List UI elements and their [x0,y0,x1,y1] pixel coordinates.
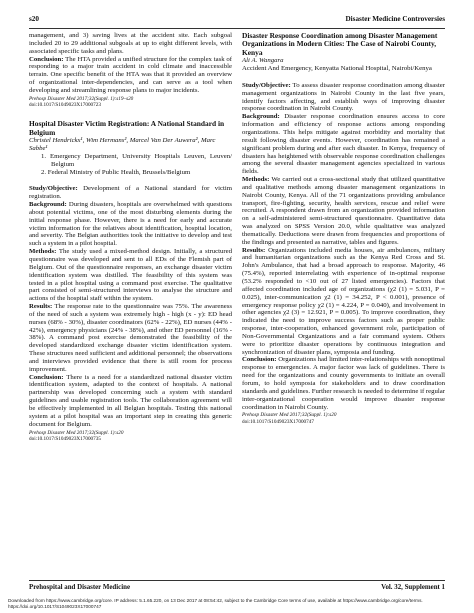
footer-volume: Vol. 32, Supplement 1 [381,584,445,591]
background-paragraph [242,113,445,176]
conclusion-label: Conclusion: [29,55,64,63]
download-notice[interactable]: Downloaded from https://www.cambridge.org/core. IP address: 5.1.65.220, on 13 Dec 2017 at 08:54:42, subject to the Cambridge Core terms of use, available at https://www.cambridge.org/core/terms. https://doi.org/10.1017/S1049023X17000747 [8,598,423,609]
objective-paragraph [242,82,445,113]
objective-label: Study/Objective: [242,81,291,89]
conclusion-label: Conclusion: [29,373,64,381]
results-label: Results: [242,246,266,254]
citation: Prehosp Disaster Med 2017;32(Suppl. 1):s19–s20 [29,95,134,102]
article-title: Hospital Disaster Victim Registration: A National Standard in Belgium [29,119,225,137]
right-column [242,32,445,425]
header-divider [29,28,445,29]
objective-paragraph [29,185,232,201]
article-title: Disaster Response Coordination among Disaster Management Organizations in Modern Cities: The Case of Nairobi County, Kenya [242,31,438,57]
page-number: s20 [29,15,39,23]
objective-text: Development of a National standard for victim registration. [29,185,232,201]
conclusion-label: Conclusion: [242,356,277,364]
page-footer [29,584,445,594]
methods-paragraph [29,248,232,303]
results-label: Results: [29,303,53,311]
article-authors: Christel Hendrickx¹, Wim Hermans², Marcel Van Der Auwera², Marc Sabbe¹ [29,137,216,152]
results-paragraph [242,247,445,357]
footer-divider [29,580,445,581]
background-text: Disaster response coordination ensures access to core information and efficiency of response actions among responding organizations. This helps mitigate against morbidity and mortality that result following disaster events. However, coordination has remained a significant problem during and after each disaster. In Kenya, frequency of disasters has heightened with observable response coordination challenges among the several disaster management agencies specialized in various fields. [242,113,445,176]
conclusion-paragraph [29,56,232,95]
objective-label: Study/Objective: [29,185,78,193]
conclusion-text: Organizations had limited inter-relationships with nonoptimal response to emergencies. A major factor was lack of guidelines. There is need for the organizations and county governments to initiate an overall forum, to hold symposia for stakeholders and to draw coordination standards and guidelines. Further research is needed to determine if regular inter-organizational cooperation would improve disaster response coordination in Nairobi County. [242,356,445,411]
citation: Prehosp Disaster Med 2017;32(Suppl. 1):s20 [29,429,124,436]
methods-text: The study used a mixed-method design. Initially, a structured questionnaire was developed and sent to all EDs of the Flemish part of Belgium. Out of the questionnaire responses, an exchange disaster victim identification system was distilled. The feasibility of this system was tested in a pilot hospital using a command post exercise. The qualitative part consisted of semi-structured interviews to analyse the structure and actions of the hospital staff within the system. [29,248,232,303]
conclusion-text: There is a need for a standardized national disaster victim identification system, adapted to the context of hospitals. A national partnership was developed concerning such a system with standard guidelines and usable registration tools. The collaboration agreement will be effectively implemented in all Belgian hospitals. Testing this national system at a pilot hospital was an important step in creating this generic document for Belgium. [29,373,232,428]
footer-journal: Prehospital and Disaster Medicine [29,584,130,591]
conclusion-paragraph [29,374,232,429]
page-header [29,15,445,27]
conclusion-text: The HTA provided a unified structure for the complex task of responding to a major train accident in cold climate and inaccessible terrain. One specific benefit of the HTA was that it provided an overview of organizational inter-dependencies, and can serve as a tool when developing and streamlining response plans to major incidents. [29,55,232,94]
left-column [29,32,232,442]
conclusion-paragraph [242,356,445,411]
results-paragraph [29,303,232,374]
affiliation-item: Accident And Emergency, Kenyatta National Hospital, Nairobi/Kenya [242,65,432,73]
doi-link[interactable]: doi:10.1017/S1049023X17000723 [29,102,101,109]
intro-paragraph: management, and 3) saving lives at the accident site. Each subgoal included 20 to 29 additional subgoals at up to eight different levels, with associated specific tasks and plans. [29,32,232,55]
doi-link[interactable]: doi:10.1017/S1049023X17000747 [242,418,314,425]
affiliation-item: 1. Emergency Department, University Hospitals Leuven, Leuven/ Belgium [41,152,232,168]
background-text: During disasters, hospitals are overwhelmed with questions about potential victims, one of the most disturbing elements during the initial response phase. However, there is a need for early and accurate victim information for the relatives about identification, hospital location, and severity. The Belgian authorities took the initiative to develop and test such a system in a pilot hospital. [29,201,232,248]
methods-label: Methods: [242,176,270,184]
citation: Prehosp Disaster Med 2017;32(Suppl. 1):s20 [242,412,337,419]
results-text: Organizations included media houses, air ambulances, military and humanitarian organizations such as the Kenya Red Cross and St. John's Ambulance, that had a broad approach to response. Majority, 46 (75.4%), reported interrelating with experience of in-optimal response (53.2% responded to <10 out of 27 listed emergencies). Factors that affected coordination included age of organizations (χ2 (1) = 5.031, P = 0.025), inter-communication χ2 (1) = 34.252, P < 0.001), presence of emergency response policy χ2 (1) = 4.224, P = 0.040), and involvement in other agencies χ2 (3) = 12.921, P = 0.005). To improve coordination, they indicated the need to improve success factors such as proper public response, inter-cooperation, enhanced government role, participation of Non-Governmental Organizations and a fair command system. Others were to prioritize disaster operations by continuous integration and synchronization of disaster plans, symposia and funding. [242,246,445,356]
doi-link[interactable]: doi:10.1017/S1049023X17000735 [29,435,101,442]
methods-paragraph [242,176,445,247]
objective-text: To assess disaster response coordination among disaster management organizations in Nairobi County in the last five years, identify factors affecting, and establish ways of improving disaster response coordination in Nairobi County. [242,81,445,113]
results-text: The response rate to the questionnaire was 75%. The awareness of the need of such a system was extremely high - high (x - y): ED head nurses (68% - 30%), disaster coordinators (62% - 22%), ED nurses (44% - 42%), emergency physicians (24% - 38%), and other ED personnel (16% - 38%). A command post exercise demonstrated the feasibility of the developed standardized exchange disaster victim identification system. These structures need sufficient and additional personnel; the observations and interviews provided evidence that there is still room for process improvement. [29,303,232,373]
methods-text: We carried out a cross-sectional study that utilized quantitative and qualitative methods among disaster management organizations in Nairobi County, Kenya. All of the 71 organizations providing ambulance transport, fire-fighting, security, health services, rescue and relief were recruited. A respondent drawn from an organization provided information on a self-administered semi-structured questionnaire. Quantitative data was analyzed on SPSS Version 20.0, while qualitative was analyzed thematically. Deductions were drawn from frequencies and proportions of the findings and presented as narrative, tables and figures. [242,176,445,246]
methods-label: Methods: [29,248,57,256]
affiliation-list [29,153,232,177]
running-title: Disaster Medicine Controversies [345,15,445,23]
background-paragraph [29,201,232,248]
background-label: Background: [29,201,67,209]
affiliation-item: 2. Federal Ministry of Public Health, Brussels/Belgium [41,168,191,176]
article-authors: Ali A. Wangara [242,57,284,65]
background-label: Background: [242,113,280,121]
